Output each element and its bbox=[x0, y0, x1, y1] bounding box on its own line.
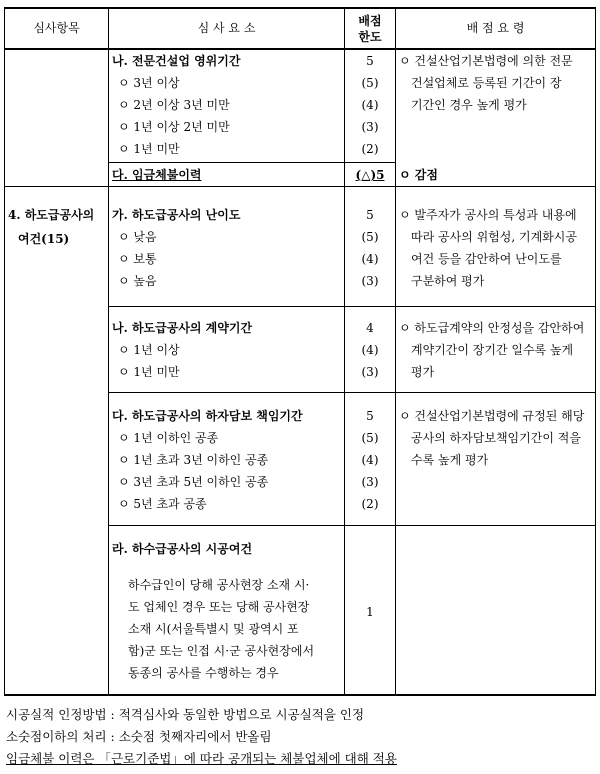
score: (4) bbox=[361, 453, 379, 467]
table-bottom-border bbox=[4, 694, 596, 696]
score: 1 bbox=[366, 605, 374, 619]
guide-text: ㅇ 감점 bbox=[399, 168, 438, 182]
list-item: ㅇ 2년 이상 3년 미만 bbox=[118, 98, 230, 112]
score-max: 5 bbox=[366, 54, 374, 68]
guide-text: 평가 bbox=[411, 365, 435, 379]
guide-text: 수록 높게 평가 bbox=[411, 453, 489, 467]
list-item: ㅇ 3년 초과 5년 이하인 공종 bbox=[118, 475, 269, 489]
desc-line: 동종의 공사를 수행하는 경우 bbox=[128, 666, 279, 680]
row-divider bbox=[108, 162, 396, 163]
score: (3) bbox=[361, 274, 379, 288]
score: (5) bbox=[361, 431, 379, 445]
score-max: 5 bbox=[366, 409, 374, 423]
guide-text: 기간인 경우 높게 평가 bbox=[411, 98, 527, 112]
score: (4) bbox=[361, 252, 379, 266]
item-title: 다. 하도급공사의 하자담보 책임기간 bbox=[112, 409, 303, 423]
header-score-limit-2: 한도 bbox=[358, 30, 382, 44]
score: (△)5 bbox=[355, 168, 385, 182]
header-bottom-border bbox=[4, 48, 596, 50]
col-divider bbox=[108, 7, 109, 696]
header-scoring-guide: 배 점 요 령 bbox=[466, 21, 525, 35]
guide-text: ㅇ 건설산업기본법령에 규정된 해당 bbox=[399, 409, 585, 423]
list-item: ㅇ 5년 초과 공종 bbox=[118, 497, 207, 511]
desc-line: 함)군 또는 인접 시·군 공사현장에서 bbox=[128, 644, 315, 658]
list-item: ㅇ 1년 미만 bbox=[118, 142, 180, 156]
score-max: 4 bbox=[366, 321, 374, 335]
col-divider bbox=[395, 7, 396, 696]
guide-text: 따라 공사의 위험성, 기계화시공 bbox=[411, 230, 577, 244]
section-label: 여건(15) bbox=[18, 232, 70, 246]
list-item: ㅇ 보통 bbox=[118, 252, 157, 266]
score: (4) bbox=[361, 98, 379, 112]
guide-text: ㅇ 건설산업기본법령에 의한 전문 bbox=[399, 54, 573, 68]
guide-text: 구분하여 평가 bbox=[411, 274, 485, 288]
item-title: 라. 하수급공사의 시공여건 bbox=[112, 542, 253, 556]
desc-line: 도 업체인 경우 또는 당해 공사현장 bbox=[128, 600, 310, 614]
score: (5) bbox=[361, 230, 379, 244]
table-right-border bbox=[595, 7, 596, 696]
item-title: 다. 임금체불이력 bbox=[112, 168, 202, 182]
list-item: ㅇ 3년 이상 bbox=[118, 76, 180, 90]
guide-text: 건설업체로 등록된 기간이 장 bbox=[411, 76, 562, 90]
list-item: ㅇ 1년 이하인 공종 bbox=[118, 431, 219, 445]
guide-text: 공사의 하자담보책임기간이 적을 bbox=[411, 431, 581, 445]
note-line: 시공실적 인정방법 : 적격심사와 동일한 방법으로 시공실적을 인정 bbox=[6, 707, 365, 722]
list-item: ㅇ 높음 bbox=[118, 274, 157, 288]
list-item: ㅇ 1년 미만 bbox=[118, 365, 180, 379]
table-top-border bbox=[4, 7, 596, 9]
item-title: 나. 하도급공사의 계약기간 bbox=[112, 321, 253, 335]
desc-line: 소재 시(서울특별시 및 광역시 포 bbox=[128, 622, 299, 636]
score: (3) bbox=[361, 120, 379, 134]
item-title: 나. 전문건설업 영위기간 bbox=[112, 54, 241, 68]
list-item: ㅇ 낮음 bbox=[118, 230, 157, 244]
score: (5) bbox=[361, 76, 379, 90]
header-review-element: 심 사 요 소 bbox=[197, 21, 256, 35]
desc-line: 하수급인이 당해 공사현장 소재 시· bbox=[128, 578, 310, 592]
row-divider bbox=[108, 525, 596, 526]
score: (4) bbox=[361, 343, 379, 357]
guide-text: ㅇ 발주자가 공사의 특성과 내용에 bbox=[399, 208, 577, 222]
section-label: 4. 하도급공사의 bbox=[8, 208, 95, 222]
guide-text: ㅇ 하도급계약의 안정성을 감안하여 bbox=[399, 321, 585, 335]
note-line: 임금체불 이력은 「근로기준법」에 따라 공개되는 체불업체에 대해 적용 bbox=[6, 751, 397, 766]
table-left-border bbox=[4, 7, 5, 696]
guide-text: 계약기간이 장기간 일수록 높게 bbox=[411, 343, 574, 357]
row-divider bbox=[4, 186, 596, 187]
header-score-limit-1: 배점 bbox=[358, 14, 382, 28]
note-line: 소숫점이하의 처리 : 소숫점 첫째자리에서 반올림 bbox=[6, 729, 272, 744]
guide-text: 여건 등을 감안하여 난이도를 bbox=[411, 252, 562, 266]
score: (3) bbox=[361, 365, 379, 379]
row-divider bbox=[108, 392, 596, 393]
header-review-item: 심사항목 bbox=[33, 21, 80, 35]
score-max: 5 bbox=[366, 208, 374, 222]
list-item: ㅇ 1년 이상 bbox=[118, 343, 180, 357]
list-item: ㅇ 1년 이상 2년 미만 bbox=[118, 120, 230, 134]
score: (3) bbox=[361, 475, 379, 489]
item-title: 가. 하도급공사의 난이도 bbox=[112, 208, 241, 222]
row-divider bbox=[108, 306, 596, 307]
score: (2) bbox=[361, 142, 379, 156]
list-item: ㅇ 1년 초과 3년 이하인 공종 bbox=[118, 453, 269, 467]
score: (2) bbox=[361, 497, 379, 511]
